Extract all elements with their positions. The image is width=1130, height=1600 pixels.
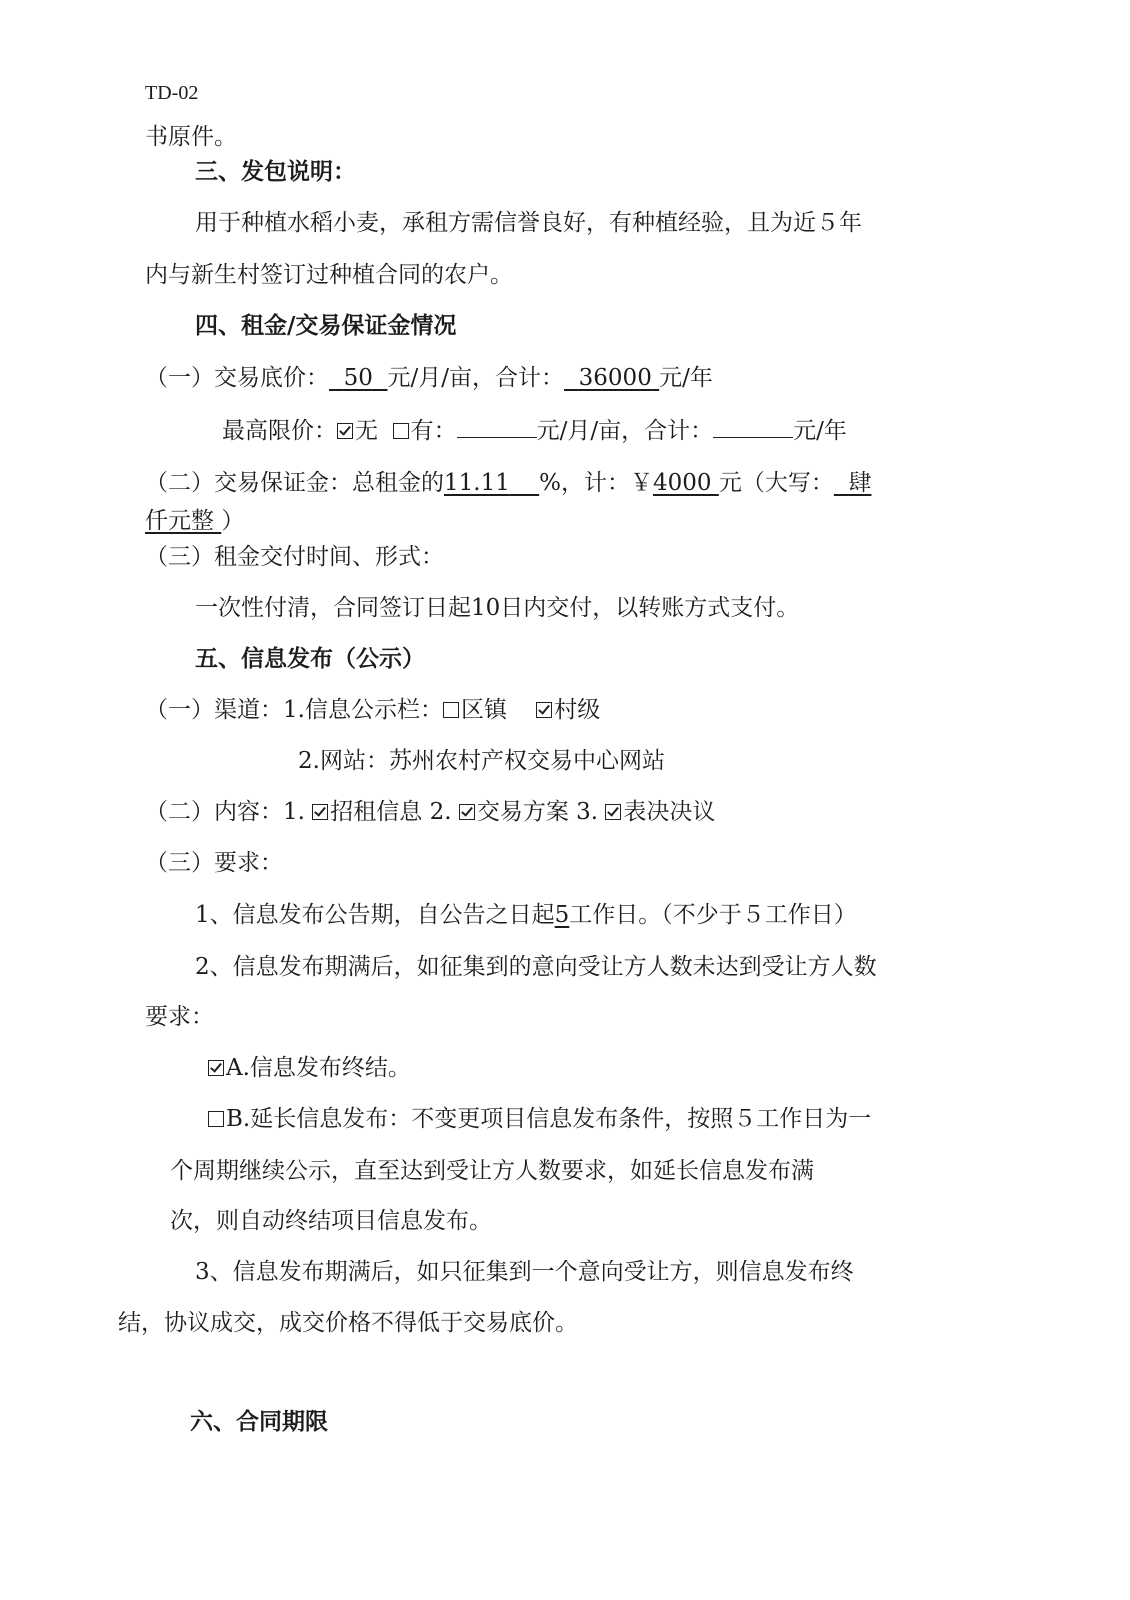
base-price-line bbox=[145, 363, 713, 393]
previous-page-tail: 书原件。 bbox=[145, 124, 237, 150]
base-price-label: （一）交易底价： bbox=[145, 365, 329, 391]
option-a-text: A.信息发布终结。 bbox=[226, 1055, 411, 1081]
channel-town: 区镇 bbox=[460, 697, 507, 723]
checked-box-icon bbox=[208, 1060, 224, 1076]
max-price-blank bbox=[457, 415, 537, 438]
channel-website: 2.网站：苏州农村产权交易中心网站 bbox=[298, 748, 665, 774]
section-3-heading: 三、发包说明： bbox=[195, 158, 356, 185]
content-item-3: 表决决议 bbox=[623, 799, 716, 825]
checked-box-icon bbox=[605, 804, 621, 820]
empty-box-icon bbox=[393, 423, 409, 439]
deposit-line bbox=[145, 468, 871, 498]
max-price-has: 有： bbox=[410, 418, 457, 444]
channel-village: 村级 bbox=[554, 697, 601, 723]
content-line bbox=[145, 797, 715, 827]
checked-box-icon bbox=[312, 804, 328, 820]
channel-label: （一）渠道：1.信息公示栏： bbox=[145, 697, 443, 723]
option-b-line-1 bbox=[208, 1104, 871, 1134]
channel-line bbox=[145, 695, 600, 725]
checked-box-icon bbox=[536, 702, 552, 718]
requirement-3-line-1: 3、信息发布期满后，如只征集到一个意向受让方，则信息发布终 bbox=[195, 1259, 854, 1285]
requirements-heading: （三）要求： bbox=[145, 850, 283, 876]
max-price-none: 无 bbox=[355, 418, 378, 444]
base-price-unit: 元/月/亩，合计： bbox=[387, 365, 565, 391]
requirement-3-line-2: 结，协议成交，成交价格不得低于交易底价。 bbox=[118, 1310, 578, 1336]
deposit-mid: %，计：￥ bbox=[539, 470, 653, 496]
content-item-1: 招租信息 2. bbox=[330, 799, 452, 825]
deposit-amount: 4000 bbox=[652, 470, 712, 496]
section-6-heading: 六、合同期限 bbox=[190, 1408, 328, 1435]
empty-box-icon bbox=[443, 702, 459, 718]
option-a bbox=[208, 1053, 411, 1083]
section-3-text-line-2: 内与新生村签订过种植合同的农户。 bbox=[145, 262, 513, 288]
max-price-line bbox=[222, 415, 847, 446]
section-3-text-line-1: 用于种植水稻小麦，承租方需信誉良好，有种植经验，且为近５年 bbox=[195, 210, 862, 236]
deposit-close: ） bbox=[221, 508, 245, 534]
section-5-heading: 五、信息发布（公示） bbox=[195, 645, 425, 672]
section-4-heading: 四、租金/交易保证金情况 bbox=[195, 312, 457, 339]
option-b-line-2: 个周期继续公示，直至达到受让方人数要求，如延长信息发布满 bbox=[170, 1158, 814, 1184]
empty-box-icon bbox=[208, 1111, 224, 1127]
requirement-1-text: 1、信息发布公告期，自公告之日起 bbox=[195, 902, 555, 928]
payment-text: 一次性付清，合同签订日起10日内交付，以转账方式支付。 bbox=[195, 595, 800, 621]
doc-code: TD-02 bbox=[145, 82, 199, 104]
content-item-2: 交易方案 3. bbox=[476, 799, 599, 825]
payment-heading: （三）租金交付时间、形式： bbox=[145, 544, 444, 570]
requirement-1 bbox=[195, 900, 857, 930]
max-price-label: 最高限价： bbox=[222, 418, 337, 444]
requirement-2-line-1: 2、信息发布期满后，如征集到的意向受让方人数未达到受让方人数 bbox=[195, 954, 877, 980]
checked-box-icon bbox=[337, 423, 353, 439]
base-price-value: 50 bbox=[343, 365, 373, 391]
deposit-label: （二）交易保证金：总租金的 bbox=[145, 470, 444, 496]
deposit-capital-part-2: 仟元整 bbox=[145, 508, 214, 534]
option-b-text: B.延长信息发布：不变更项目信息发布条件，按照５工作日为一 bbox=[226, 1106, 872, 1132]
option-b-line-3: 次，则自动终结项目信息发布。 bbox=[170, 1208, 492, 1234]
deposit-capital-label: 元（大写： bbox=[718, 470, 834, 496]
requirement-2-line-2: 要求： bbox=[145, 1004, 214, 1030]
checked-box-icon bbox=[459, 804, 475, 820]
base-price-total-unit: 元/年 bbox=[659, 365, 713, 391]
requirement-1-days: 5 bbox=[554, 902, 570, 928]
content-label: （二）内容：1. bbox=[145, 799, 305, 825]
deposit-percent: 11.11 bbox=[444, 470, 510, 496]
deposit-capital-part-1: 肆 bbox=[848, 470, 872, 496]
base-price-total: 36000 bbox=[578, 365, 652, 391]
requirement-1-tail: 工作日。（不少于５工作日） bbox=[569, 902, 857, 928]
max-total-blank bbox=[713, 415, 793, 438]
max-total-unit: 元/年 bbox=[793, 418, 847, 444]
max-price-unit: 元/月/亩，合计： bbox=[536, 418, 714, 444]
deposit-line-cont bbox=[145, 506, 244, 536]
